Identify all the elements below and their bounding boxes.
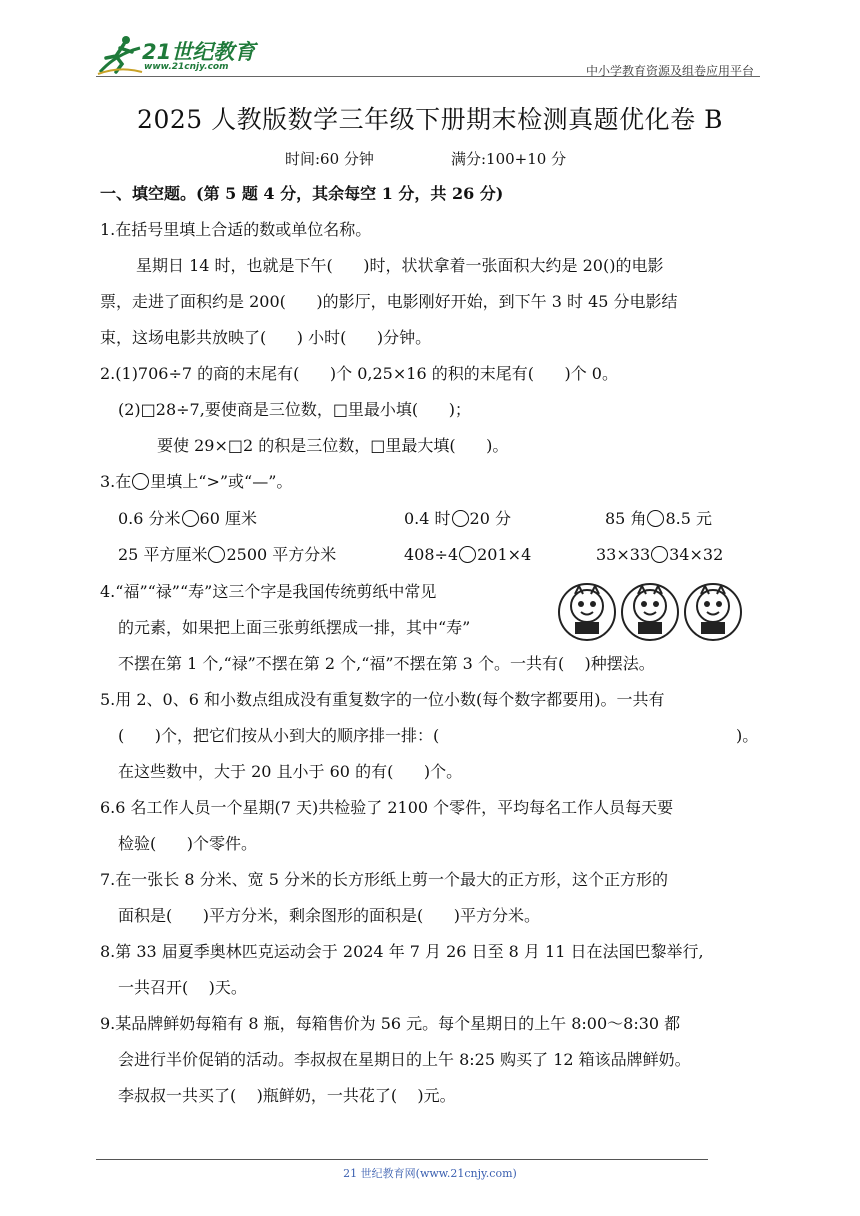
- q3-suffix: 里填上“>”或“—”。: [150, 472, 293, 491]
- q5-line: 在这些数中，大于 20 且小于 60 的有( )个。: [118, 762, 463, 781]
- circle-blank[interactable]: [452, 510, 469, 527]
- circle-blank[interactable]: [208, 546, 225, 563]
- exam-score: 满分:100+10 分: [451, 150, 567, 168]
- section-heading: 一、填空题。(第 5 题 4 分，其余每空 1 分，共 26 分): [100, 184, 504, 203]
- paper-cut-images: [555, 582, 745, 642]
- paper-cut-fu-icon: [559, 584, 615, 640]
- page-header: [96, 32, 760, 78]
- platform-name: 中小学教育资源及组卷应用平台: [585, 64, 754, 78]
- compare-item: [605, 509, 712, 529]
- q6-line: 检验( )个零件。: [118, 834, 258, 853]
- footer-text: 21 世纪教育网(www.21cnjy.com): [343, 1167, 517, 1180]
- compare-right: 201×4: [477, 545, 532, 564]
- paper-cut-shou-icon: [685, 584, 741, 640]
- compare-left: 33×33: [596, 545, 651, 564]
- q8-line: 一共召开( )天。: [118, 978, 247, 997]
- q4-line: 的元素，如果把上面三张剪纸摆成一排，其中“寿”: [118, 618, 471, 637]
- compare-right: 34×32: [669, 545, 724, 564]
- q5-line-end: )。: [736, 726, 759, 745]
- compare-left: 0.4 时: [404, 509, 451, 528]
- compare-right: 20 分: [469, 509, 511, 528]
- q4-line: 不摆在第 1 个,“禄”不摆在第 2 个,“福”不摆在第 3 个。一共有( )种摆法。: [118, 654, 655, 673]
- compare-item: [118, 545, 336, 565]
- q2-line: (2)□28÷7,要使商是三位数，□里最小填( )；: [118, 400, 471, 419]
- q9-line: 李叔叔一共买了( )瓶鲜奶，一共花了( )元。: [118, 1086, 456, 1105]
- q1-line: 1.在括号里填上合适的数或单位名称。: [100, 220, 372, 239]
- q1-line: 星期日 14 时，也就是下午( )时，状状拿着一张面积大约是 20()的电影: [136, 256, 664, 275]
- exam-time: 时间:60 分钟: [285, 150, 374, 168]
- circle-blank[interactable]: [132, 473, 149, 490]
- footer-divider: [96, 1159, 708, 1160]
- runner-logo-icon: [96, 32, 144, 76]
- q8-line: 8.第 33 届夏季奥林匹克运动会于 2024 年 7 月 26 日至 8 月 11 日在法国巴黎举行,: [100, 942, 704, 961]
- compare-item: [118, 509, 257, 529]
- q9-line: 会进行半价促销的活动。李叔叔在星期日的上午 8:25 购买了 12 箱该品牌鲜奶。: [118, 1050, 691, 1069]
- circle-blank[interactable]: [182, 510, 199, 527]
- q5-line: 5.用 2、0、6 和小数点组成没有重复数字的一位小数(每个数字都要用)。一共有: [100, 690, 665, 709]
- compare-item: [404, 545, 531, 565]
- q3-line: [100, 472, 292, 492]
- q1-line: 票，走进了面积约是 200( )的影厅，电影刚好开始，到下午 3 时 45 分电影结: [100, 292, 678, 311]
- logo-title: 21世纪教育: [142, 40, 256, 64]
- q9-line: 9.某品牌鲜奶每箱有 8 瓶，每箱售价为 56 元。每个星期日的上午 8:00～8:30 都: [100, 1014, 681, 1033]
- q3-prefix: 3.在: [100, 472, 132, 491]
- compare-left: 0.6 分米: [118, 509, 181, 528]
- q2-line: 2.(1)706÷7 的商的末尾有( )个 0,25×16 的积的末尾有( )个 0。: [100, 364, 618, 383]
- compare-item: [596, 545, 723, 565]
- circle-blank[interactable]: [651, 546, 668, 563]
- compare-left: 25 平方厘米: [118, 545, 208, 564]
- q4-line: 4.“福”“禄”“寿”这三个字是我国传统剪纸中常见: [100, 582, 437, 601]
- q7-line: 7.在一张长 8 分米、宽 5 分米的长方形纸上剪一个最大的正方形，这个正方形的: [100, 870, 668, 889]
- header-divider: [96, 76, 760, 77]
- q6-line: 6.6 名工作人员一个星期(7 天)共检验了 2100 个零件，平均每名工作人员每天要: [100, 798, 674, 817]
- logo: [96, 32, 266, 78]
- compare-right: 60 厘米: [199, 509, 257, 528]
- compare-left: 408÷4: [404, 545, 459, 564]
- compare-right: 2500 平方分米: [226, 545, 337, 564]
- compare-right: 8.5 元: [665, 509, 712, 528]
- compare-item: [404, 509, 511, 529]
- q1-line: 束，这场电影共放映了( ) 小时( )分钟。: [100, 328, 432, 347]
- page-title: 2025 人教版数学三年级下册期末检测真题优化卷 B: [137, 105, 723, 134]
- q7-line: 面积是( )平方分米，剩余图形的面积是( )平方分米。: [118, 906, 541, 925]
- paper-cut-lu-icon: [622, 584, 678, 640]
- q5-line: ( )个，把它们按从小到大的顺序排一排：(: [118, 726, 440, 745]
- compare-left: 85 角: [605, 509, 647, 528]
- q2-line: 要使 29×□2 的积是三位数，□里最大填( )。: [157, 436, 509, 455]
- circle-blank[interactable]: [647, 510, 664, 527]
- circle-blank[interactable]: [459, 546, 476, 563]
- logo-url: www.21cnjy.com: [144, 62, 229, 72]
